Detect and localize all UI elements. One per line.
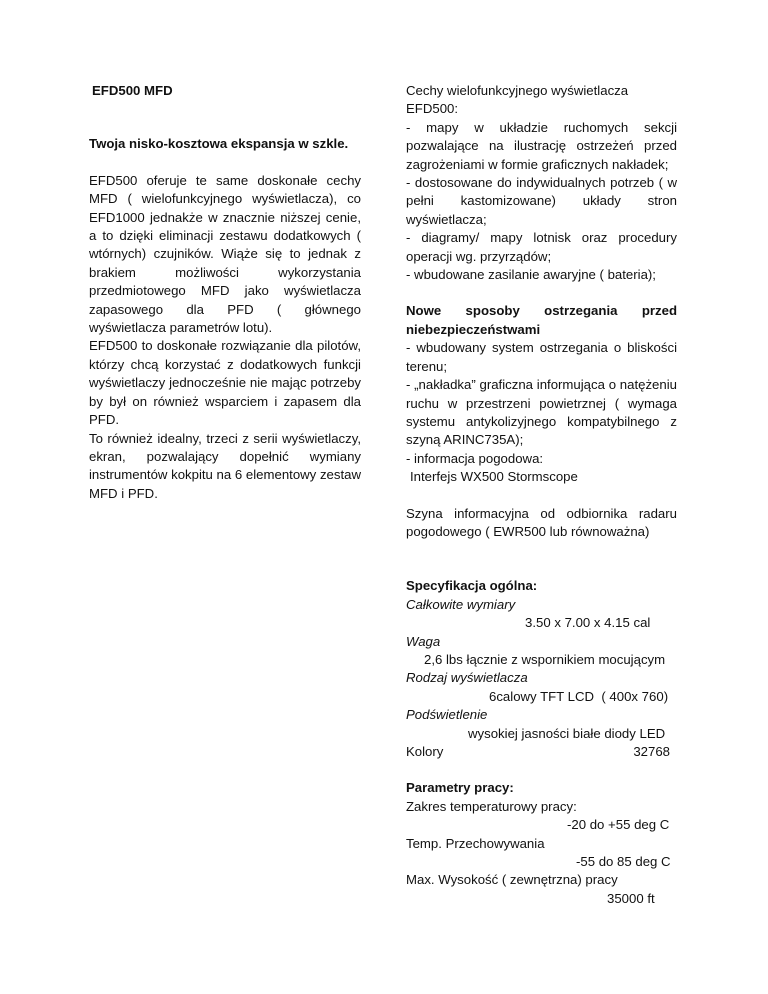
tagline: Twoja nisko-kosztowa ekspansja w szkle. bbox=[89, 136, 349, 152]
ops-label-altitude: Max. Wysokość ( zewnętrzna) pracy bbox=[406, 872, 618, 888]
feature-item: - dostosowane do indywidualnych potrzeb ( w pełni kastomizowane) układy stron wyświetlacza; bbox=[406, 175, 677, 227]
spec-label-weight: Waga bbox=[406, 633, 441, 649]
feature-item: - diagramy/ mapy lotnisk oraz procedury operacji wg. przyrządów; bbox=[406, 230, 677, 264]
spec-label-colors: Kolory bbox=[406, 744, 444, 759]
features-heading: Cechy wielofunkcyjnego wyświetlacza EFD500: bbox=[406, 83, 629, 117]
ops-value-storage: -55 do 85 deg C bbox=[576, 854, 671, 870]
left-column bbox=[89, 82, 361, 503]
ops-value-altitude: 35000 ft bbox=[607, 890, 655, 906]
bus-paragraph: Szyna informacyjna od odbiornika radaru pogodowego ( EWR500 lub równoważna) bbox=[406, 505, 677, 539]
pilots-paragraph: EFD500 to doskonałe rozwiązanie dla pilotów, którzy chcą korzystać z dodatkowych funkcji wyświetlaczy jednocześnie nie mając potrzeby by był on również wsparciem i zapasem dla PFD. bbox=[89, 338, 361, 428]
warnings-heading: Nowe sposoby ostrzegania przed niebezpieczeństwami bbox=[406, 303, 677, 337]
spec-value-weight: 2,6 lbs łącznie z wspornikiem mocującym bbox=[424, 651, 666, 667]
spec-label-dimensions: Całkowite wymiary bbox=[406, 596, 516, 612]
right-column bbox=[406, 82, 677, 908]
warning-item: - wbudowany system ostrzegania o bliskości terenu; bbox=[406, 340, 677, 374]
ops-label-storage: Temp. Przechowywania bbox=[406, 835, 545, 851]
warning-item: - „nakładka” graficzna informująca o natężeniu ruchu w przestrzeni powietrznej ( wymaga systemu antykolizyjnego kompatybilnego z szyną ARINC735A); bbox=[406, 377, 677, 448]
spec-value-colors: 32768 bbox=[633, 744, 670, 759]
interface-line: Interfejs WX500 Stormscope bbox=[410, 469, 578, 485]
product-title: EFD500 MFD bbox=[92, 83, 173, 98]
spec-value-display: 6calowy TFT LCD ( 400x 760) bbox=[489, 688, 669, 704]
ops-label-temp: Zakres temperaturowy pracy: bbox=[406, 798, 577, 814]
feature-item: - mapy w układzie ruchomych sekcji pozwalające na ilustrację ostrzeżeń przed zagrożeniami w formie graficznych nakładek; bbox=[406, 119, 677, 172]
third-display-paragraph: To również idealny, trzeci z serii wyświetlaczy, ekran, pozwalający dopełnić wymiany instrumentów kokpitu na 6 elementowy zestaw MFD i PFD. bbox=[89, 430, 361, 501]
warning-item: - informacja pogodowa: bbox=[406, 450, 544, 466]
spec-label-display: Rodzaj wyświetlacza bbox=[406, 670, 528, 686]
spec-label-backlight: Podświetlenie bbox=[406, 707, 488, 723]
spec-heading: Specyfikacja ogólna: bbox=[406, 578, 538, 594]
intro-paragraph: EFD500 oferuje te same doskonałe cechy MFD ( wielofunkcyjnego wyświetlacza), co EFD1000 jednakże w znacznie niższej cenie, a to dzięki eliminacji zestawu dodatkowych ( wtórnych) czujników. Wiąże się to jednak z brakiem możliwości wykorzystania przedmiotowego MFD jako wyświetlacza zapasowego dla PFD ( głównego wyświetlacza parametrów lotu). bbox=[89, 172, 361, 336]
ops-heading: Parametry pracy: bbox=[406, 780, 514, 796]
ops-value-temp: -20 do +55 deg C bbox=[567, 817, 670, 833]
feature-item: - wbudowane zasilanie awaryjne ( bateria); bbox=[406, 267, 656, 283]
spec-value-backlight: wysokiej jasności białe diody LED bbox=[468, 725, 666, 741]
spec-row-colors bbox=[406, 743, 670, 761]
spec-value-dimensions: 3.50 x 7.00 x 4.15 cal bbox=[525, 615, 651, 631]
